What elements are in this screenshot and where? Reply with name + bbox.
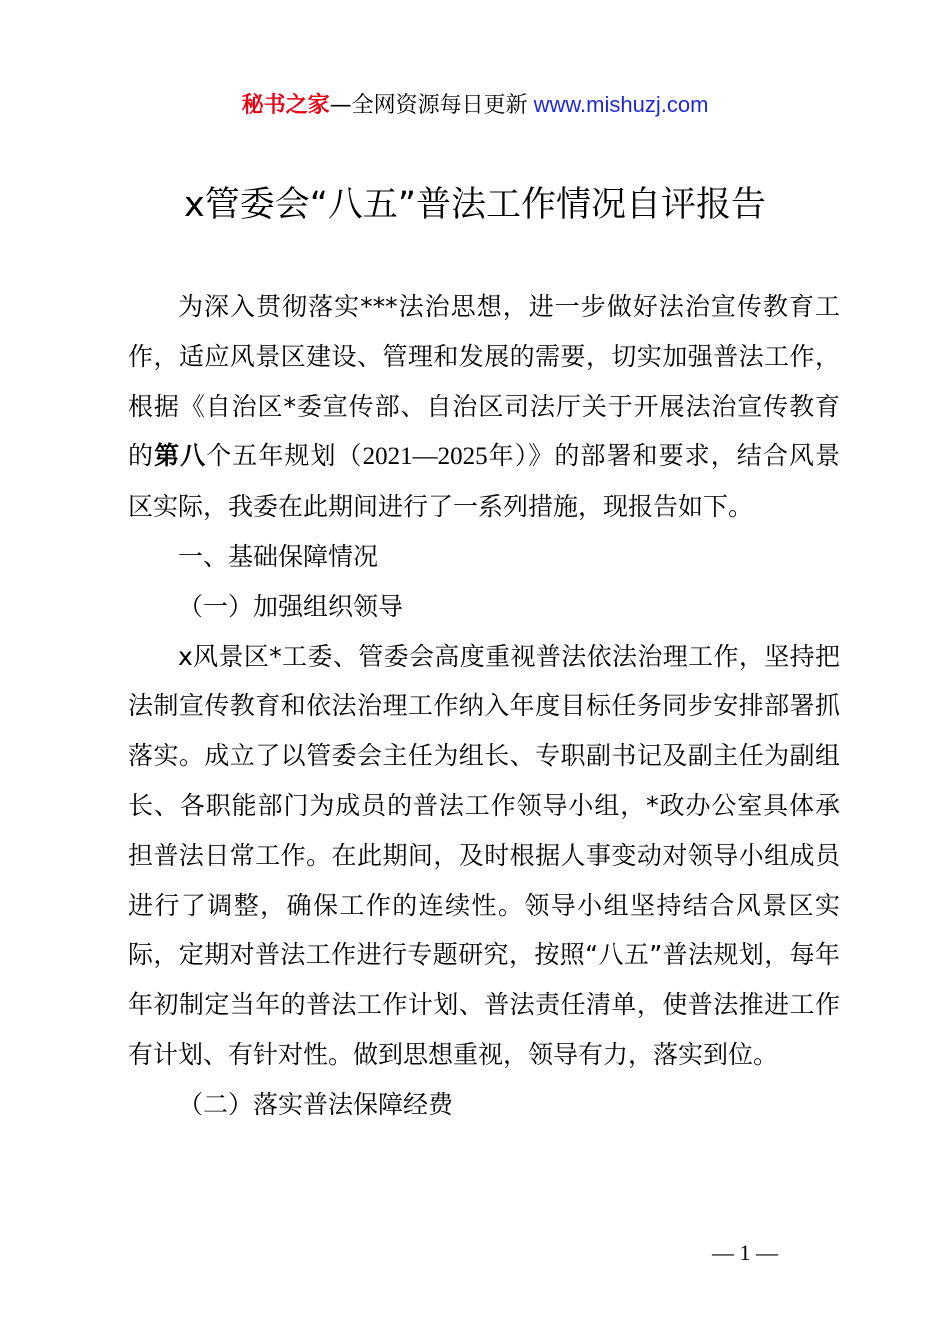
site-banner: [0, 88, 950, 123]
intro-bold-text: 第八: [154, 441, 207, 471]
intro-text-1: 为深入贯彻落实***法治思想，进一步做好法治宣传教育工作，适应风景区建设、管理和发展的需要，切实加强普法工作，根据《自治区*委宣传部、自治区司法厅关于开展法治宣传教育的: [128, 292, 840, 471]
intro-years: 2021—2025: [362, 443, 488, 471]
intro-paragraph: [128, 282, 840, 532]
banner-slogan: —全网资源每日更新: [329, 93, 528, 118]
document-title: x管委会“八五”普法工作情况自评报告: [184, 185, 766, 225]
brand-name: 秘书之家: [241, 93, 330, 118]
document-body: [128, 282, 840, 1130]
organization-paragraph: x风景区*工委、管委会高度重视普法依法治理工作，坚持把法制宣传教育和依法治理工作纳入年度目标任务同步安排部署抓落实。成立了以管委会主任为组长、专职副书记及副主任为副组长、各职能部门为成员的普法工作领导小组，*政办公室具体承担普法日常工作。在此期间，及时根据人事变动对领导小组成员进行了调整，确保工作的连续性。领导小组坚持结合风景区实际，定期对普法工作进行专题研究，按照“八五”普法规划，每年年初制定当年的普法工作计划、普法责任清单，使普法推进工作有计划、有针对性。做到思想重视，领导有力，落实到位。: [128, 641, 840, 1069]
site-url[interactable]: www.mishuzj.com: [533, 92, 709, 117]
intro-text-2: 个五年规划（: [206, 441, 363, 471]
section-heading-1: 一、基础保障情况: [178, 541, 379, 571]
subsection-heading-1: （一）加强组织领导: [178, 591, 404, 621]
intro-text-3: 年）》的部署和要求，结合风景区实际，我委在此期间进行了一系列措施，现报告如下。: [128, 441, 840, 522]
subsection-heading-2: （二）落实普法保障经费: [178, 1089, 454, 1119]
page-number: — 1 —: [712, 1240, 778, 1265]
